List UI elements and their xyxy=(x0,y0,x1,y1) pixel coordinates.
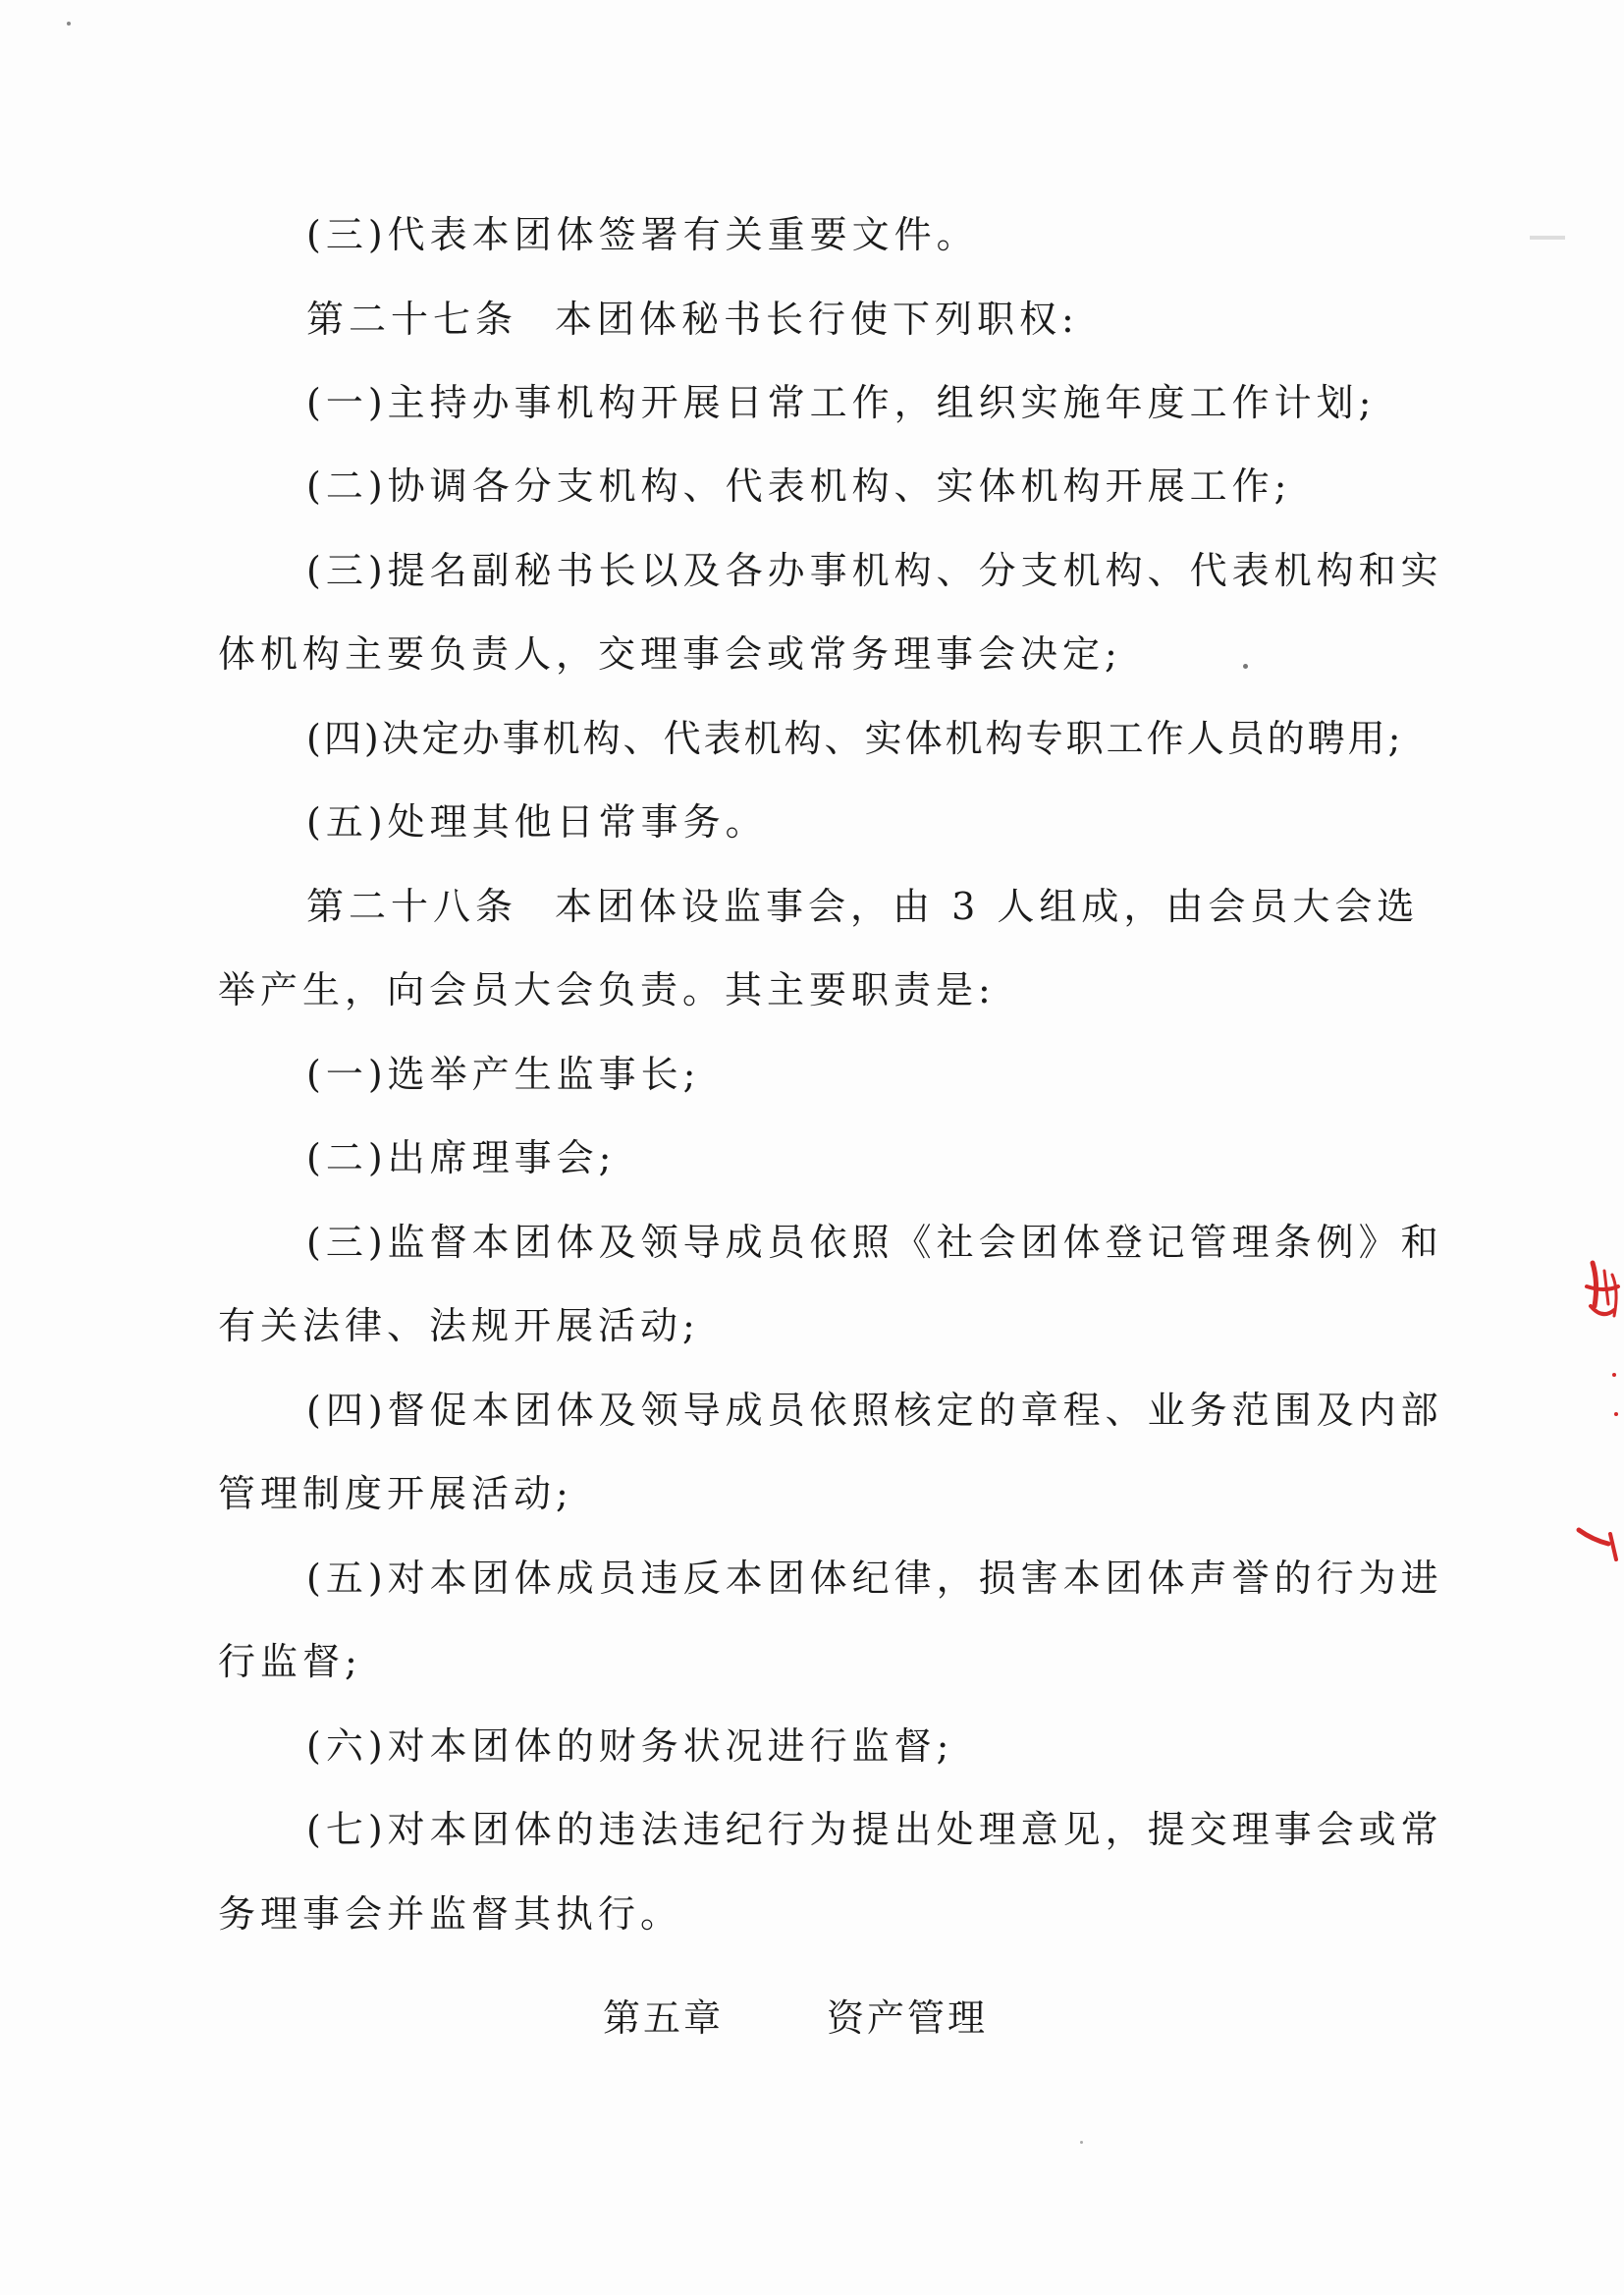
paragraph-line: (五)处理其他日常事务。 xyxy=(306,800,768,844)
paragraph-line: (一)主持办事机构开展日常工作，组织实施年度工作计划; xyxy=(306,381,1377,424)
paragraph-line: (五)对本团体成员违反本团体纪律，损害本团体声誉的行为进 xyxy=(306,1557,1443,1600)
paragraph-line: (六)对本团体的财务状况进行监督; xyxy=(306,1724,954,1768)
article-line xyxy=(306,295,1079,344)
paragraph-line: (二)出席理事会; xyxy=(306,1136,617,1179)
paragraph-line: 举产生，向会员大会负责。其主要职责是: xyxy=(218,968,996,1011)
article-text: 本团体设监事会，由 3 人组成，由会员大会选 xyxy=(555,885,1420,928)
paragraph-line: (四)决定办事机构、代表机构、实体机构专职工作人员的聘用; xyxy=(306,717,1404,760)
paragraph-line: 务理事会并监督其执行。 xyxy=(218,1892,683,1936)
paragraph-line: (二)协调各分支机构、代表机构、实体机构开展工作; xyxy=(306,464,1292,508)
chapter-heading xyxy=(603,1994,988,2043)
paragraph-line: 管理制度开展活动; xyxy=(218,1472,573,1515)
article-line xyxy=(306,882,1419,931)
scan-speck xyxy=(1243,664,1248,669)
paragraph-line: (三)提名副秘书长以及各办事机构、分支机构、代表机构和实 xyxy=(306,549,1443,592)
chapter-number: 第五章 xyxy=(603,1996,725,2040)
paragraph-line: (三)监督本团体及领导成员依照《社会团体登记管理条例》和 xyxy=(306,1221,1443,1264)
article-text: 本团体秘书长行使下列职权: xyxy=(555,298,1079,341)
paragraph-line: 行监督; xyxy=(218,1640,362,1683)
chapter-title: 资产管理 xyxy=(827,1996,989,2040)
scan-speck xyxy=(67,22,71,26)
paragraph-line: (四)督促本团体及领导成员依照核定的章程、业务范围及内部 xyxy=(306,1389,1443,1432)
paragraph-line: 体机构主要负责人，交理事会或常务理事会决定; xyxy=(218,632,1122,676)
partial-seal-stamp xyxy=(1565,1247,1624,1581)
article-number: 第二十八条 xyxy=(306,885,518,928)
paragraph-line: (一)选举产生监事长; xyxy=(306,1053,701,1096)
paragraph-line: (三)代表本团体签署有关重要文件。 xyxy=(306,213,979,256)
paragraph-line: (七)对本团体的违法违纪行为提出处理意见，提交理事会或常 xyxy=(306,1808,1443,1851)
article-number: 第二十七条 xyxy=(306,298,518,341)
scan-speck xyxy=(1080,2141,1083,2144)
paragraph-line: 有关法律、法规开展活动; xyxy=(218,1304,700,1347)
scan-smudge xyxy=(1530,236,1565,240)
